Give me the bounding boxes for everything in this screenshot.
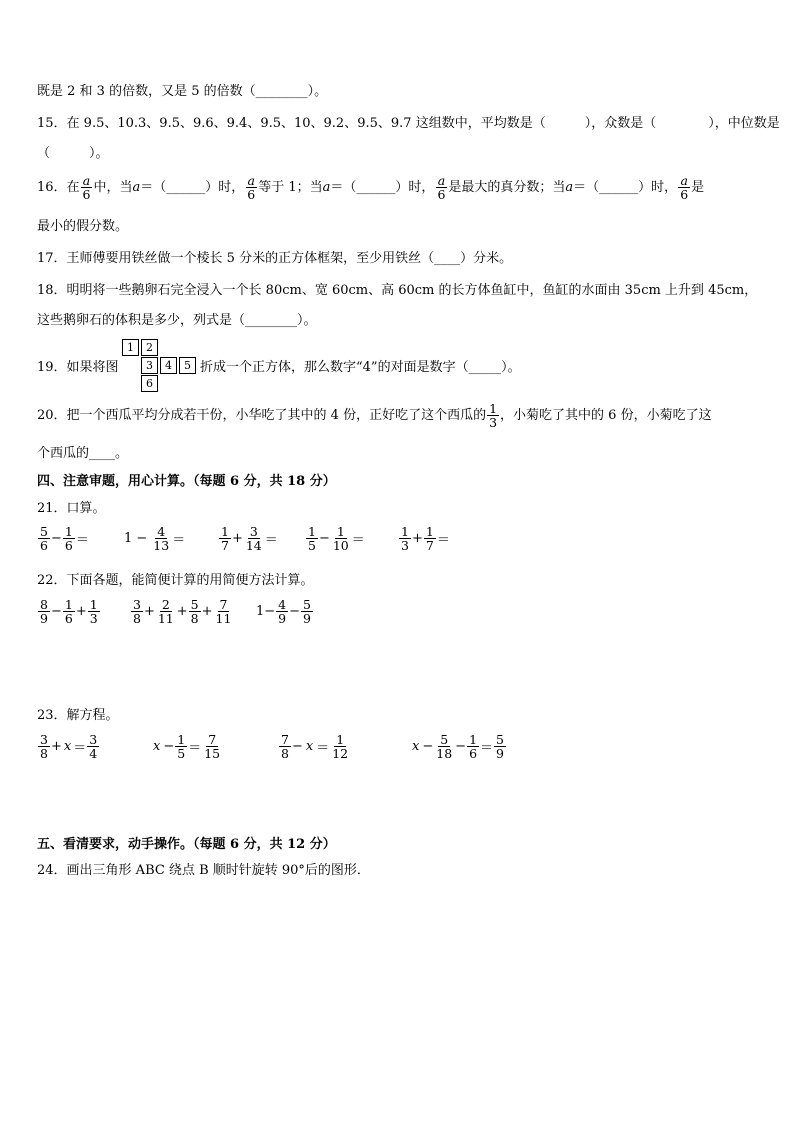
q15-line2: （ ）。 — [37, 146, 109, 161]
q22-item-2: $\frac{3}{8}$ + $\frac{2}{11}$ + $\frac{5}{8}$ + $\frac{7}{11}$ — [133, 597, 232, 627]
fraction-a-over-6: $\frac{a}{6}$ — [680, 173, 689, 203]
q19-suffix: 折成一个正方体，那么数字“4”的对面是数字（_____）。 — [200, 360, 521, 375]
net-cell-4: 4 — [160, 357, 177, 374]
q21-item-5: $\frac{1}{3}$ + $\frac{1}{7}$ ＝ — [401, 524, 450, 554]
fraction-a-over-6: $\frac{a}{6}$ — [247, 173, 256, 203]
q23-equation-3: $\frac{7}{8}$ − x ＝ $\frac{1}{12}$ — [281, 732, 349, 762]
q22-title: 22．下面各题，能简便计算的用简便方法计算。 — [37, 573, 314, 588]
q20-line1: 20．把一个西瓜平均分成若干份，小华吃了其中的 4 份，正好吃了这个西瓜的 $\frac{1}{3}$ ，小菊吃了其中的 6 份，小菊吃了这 — [37, 401, 712, 431]
q14-continuation: 既是 2 和 3 的倍数，又是 5 的倍数（________）。 — [37, 84, 328, 99]
fraction-one-third: $\frac{1}{3}$ — [489, 401, 498, 431]
section-5-heading: 五、看清要求，动手操作。（每题 6 分，共 12 分） — [37, 837, 336, 852]
q22-item-1: $\frac{8}{9}$ − $\frac{1}{6}$ + $\frac{1}{3}$ — [40, 597, 98, 627]
fraction-a-over-6: $\frac{a}{6}$ — [437, 173, 446, 203]
q23-equation-4: x − $\frac{5}{18}$ − $\frac{1}{6}$ ＝ $\frac{5}{9}$ — [412, 732, 504, 762]
q21-item-4: $\frac{1}{5}$ − $\frac{1}{10}$ ＝ — [308, 524, 365, 554]
net-cell-6: 6 — [141, 375, 158, 392]
net-cell-5: 5 — [179, 357, 196, 374]
q19-prefix: 19．如果将图 — [37, 360, 119, 375]
q21-item-2: 1 − $\frac{4}{13}$ ＝ — [124, 524, 186, 554]
q22-item-3: 1− $\frac{4}{9}$ − $\frac{5}{9}$ — [256, 597, 311, 627]
q15-line1: 15．在 9.5、10.3、9.5、9.6、9.4、9.5、10、9.2、9.5、9.7 这组数中，平均数是（ ），众数是（ ），中位数是 — [37, 116, 780, 131]
q23-equation-2: x − $\frac{1}{5}$ ＝ $\frac{7}{15}$ — [153, 732, 221, 762]
q21-title: 21．口算。 — [37, 501, 106, 516]
fraction-a-over-6: $\frac{a}{6}$ — [82, 173, 91, 203]
q20-line2: 个西瓜的____。 — [37, 446, 129, 461]
section-4-heading: 四、注意审题，用心计算。（每题 6 分，共 18 分） — [37, 474, 336, 489]
q24: 24．画出三角形 ABC 绕点 B 顺时针旋转 90°后的图形． — [37, 863, 370, 878]
q18-line1: 18．明明将一些鹅卵石完全浸入一个长 80cm、宽 60cm、高 60cm 的长方体鱼缸中，鱼缸的水面由 35cm 上升到 45cm， — [37, 283, 758, 298]
q16-line2: 最小的假分数。 — [37, 219, 129, 234]
q23-equation-1: $\frac{3}{8}$ + x ＝ $\frac{3}{4}$ — [40, 732, 98, 762]
cube-net-figure — [122, 339, 202, 395]
q23-title: 23．解方程。 — [37, 708, 119, 723]
net-cell-1: 1 — [122, 339, 139, 356]
q16-line1: 16．在 $\frac{a}{6}$ 中，当 a ＝（______）时， $\frac{a}{6}$ 等于 1；当 a ＝（______）时， $\frac{a}{6}$ 是最大的真分数；当 a ＝（______）时， $\frac{a}{6}$ 是 — [37, 173, 705, 203]
q18-line2: 这些鹅卵石的体积是多少，列式是（________）。 — [37, 313, 317, 328]
q17: 17．王师傅要用铁丝做一个棱长 5 分米的正方体框架，至少用铁丝（____）分米。 — [37, 251, 513, 266]
q21-item-3: $\frac{1}{7}$ + $\frac{3}{14}$ ＝ — [221, 524, 278, 554]
net-cell-3: 3 — [141, 357, 158, 374]
net-cell-2: 2 — [141, 339, 158, 356]
q21-item-1: $\frac{5}{6}$ − $\frac{1}{6}$ ＝ — [40, 524, 89, 554]
